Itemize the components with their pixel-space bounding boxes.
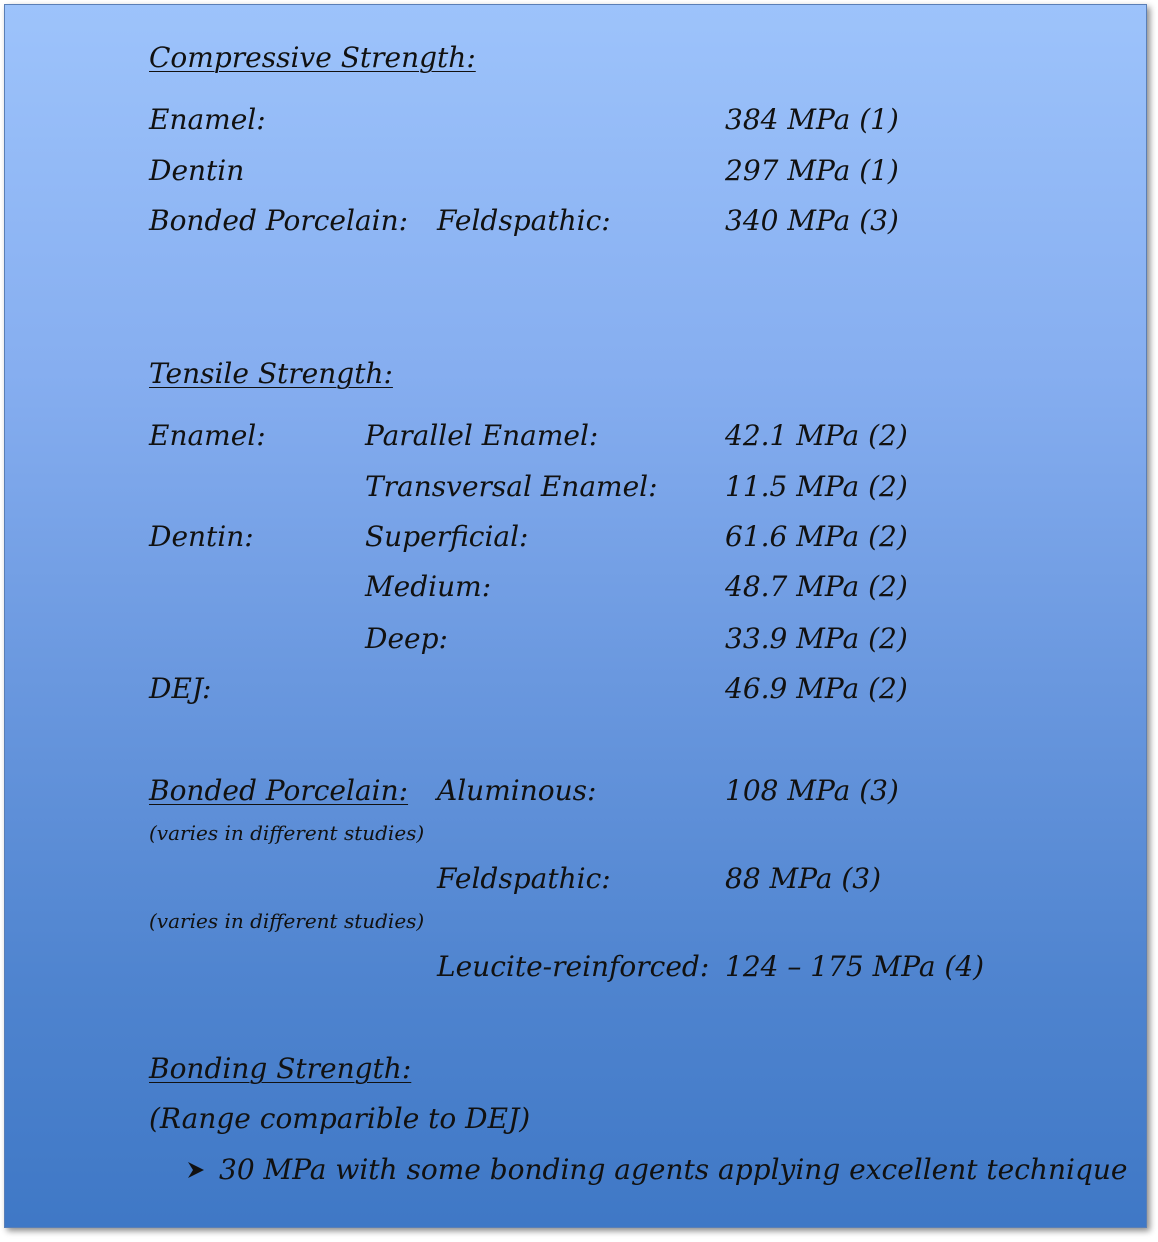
compressive-enamel-value: 384 MPa (1) [725,103,899,136]
tensile-heading: Tensile Strength: [149,357,393,390]
tensile-superficial-sub: Superficial: [365,520,529,553]
porcelain-note-1: (varies in different studies) [149,821,425,845]
arrowhead-bullet-icon [185,1153,207,1198]
porcelain-note-2: (varies in different studies) [149,909,425,933]
compressive-dentin-label: Dentin [149,154,245,187]
tensile-transversal-enamel-sub: Transversal Enamel: [365,470,658,503]
tensile-transversal-enamel-value: 11.5 MPa (2) [725,470,908,503]
bonding-heading: Bonding Strength: [149,1052,412,1085]
porcelain-aluminous-value: 108 MPa (3) [725,774,899,807]
compressive-porcelain-label: Bonded Porcelain: [149,204,409,237]
compressive-porcelain-sub: Feldspathic: [437,204,611,237]
tensile-deep-value: 33.9 MPa (2) [725,622,908,655]
porcelain-leucite-value: 124 – 175 MPa (4) [725,950,985,983]
slide-panel [4,4,1147,1228]
porcelain-leucite-sub: Leucite-reinforced: [437,950,710,983]
tensile-superficial-value: 61.6 MPa (2) [725,520,908,553]
tensile-deep-sub: Deep: [365,622,448,655]
tensile-medium-value: 48.7 MPa (2) [725,570,908,603]
porcelain-aluminous-sub: Aluminous: [437,774,597,807]
tensile-enamel-label: Enamel: [149,419,266,452]
tensile-dentin-label: Dentin: [149,520,254,553]
compressive-enamel-label: Enamel: [149,103,266,136]
tensile-dej-value: 46.9 MPa (2) [725,672,908,705]
compressive-heading: Compressive Strength: [149,41,476,74]
compressive-dentin-value: 297 MPa (1) [725,154,899,187]
bonding-bullet-text: 30 MPa with some bonding agents applying excellent technique [219,1153,1128,1186]
porcelain-feldspathic-value: 88 MPa (3) [725,862,882,895]
bonding-range: (Range comparible to DEJ) [149,1102,531,1135]
porcelain-heading: Bonded Porcelain: [149,774,409,807]
tensile-dej-label: DEJ: [149,672,212,705]
porcelain-feldspathic-sub: Feldspathic: [437,862,611,895]
compressive-porcelain-value: 340 MPa (3) [725,204,899,237]
tensile-medium-sub: Medium: [365,570,492,603]
tensile-parallel-enamel-value: 42.1 MPa (2) [725,419,908,452]
tensile-parallel-enamel-sub: Parallel Enamel: [365,419,599,452]
